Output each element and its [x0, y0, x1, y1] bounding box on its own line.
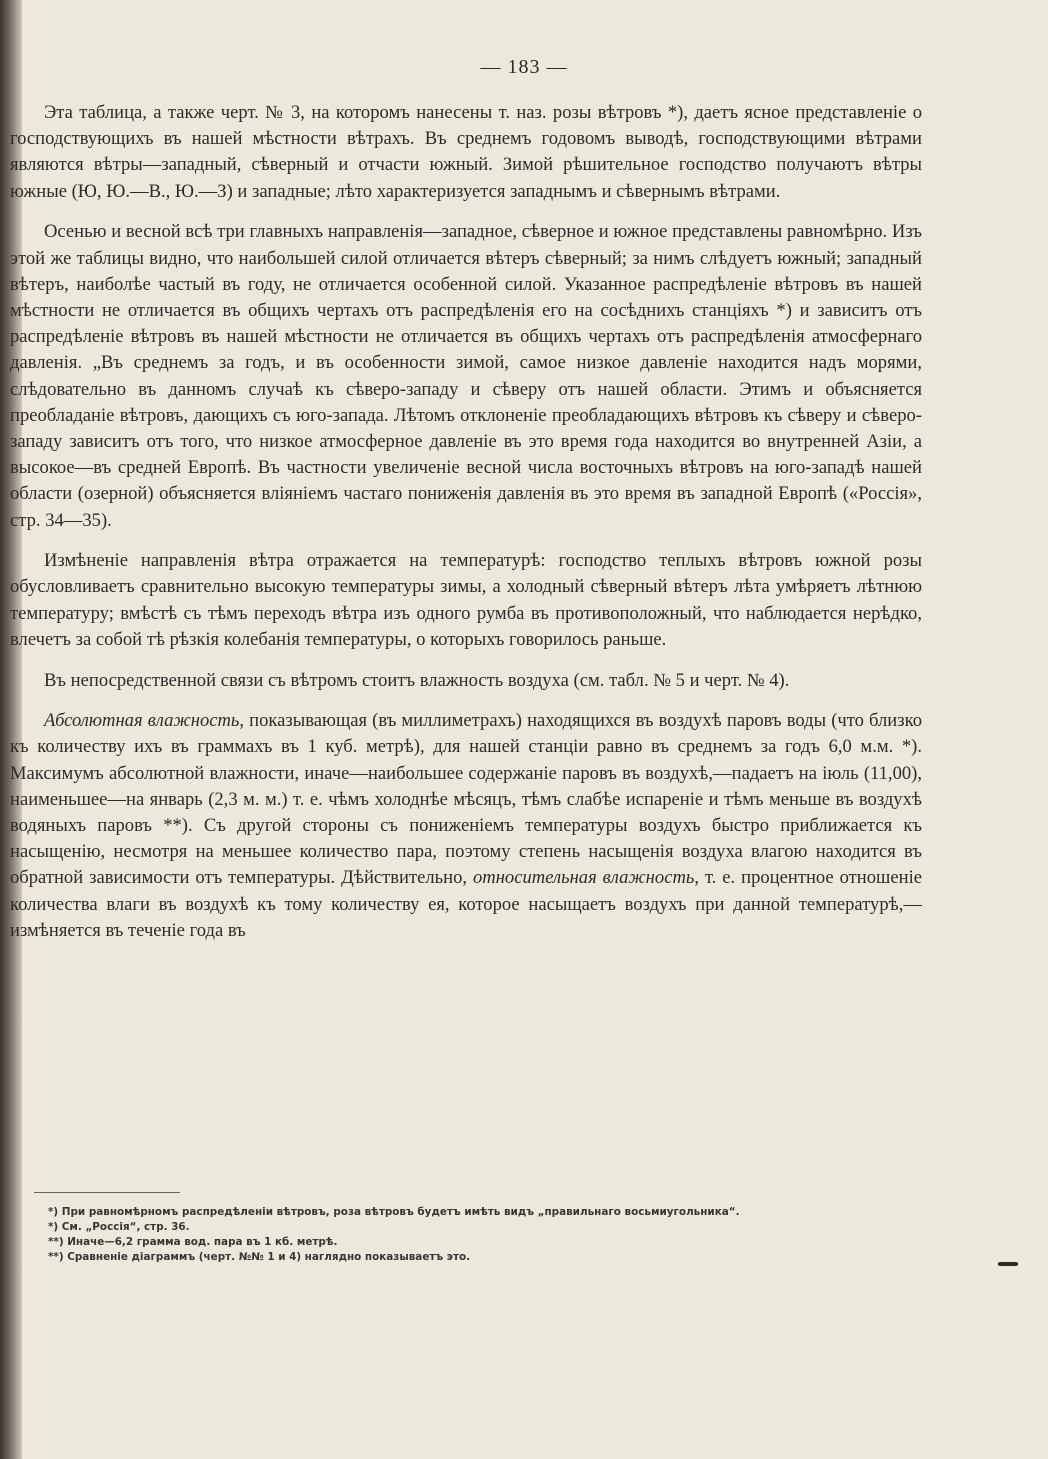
- absolute-humidity-text: , показывающая (въ миллиметрахъ) находящихся въ воздухѣ паровъ воды (что близко къ количеству ихъ въ граммахъ въ 1 куб. метрѣ), для нашей станціи равно въ среднемъ за годъ 6,0 м.м. *). Максимумъ абсолютной влажности, иначе—наибольшее содержаніе паровъ въ воздухѣ,—падаетъ на іюль (11,00), наименьшее—на январь (2,3 м. м.) т. е. чѣмъ холоднѣе мѣсяцъ, тѣмъ слабѣе испареніе и тѣмъ меньше въ воздухѣ водяныхъ паровъ **). Съ другой стороны съ пониженіемъ температуры воздухъ быстро приближается къ насыщенію, несмотря на меньшее количество пара, поэтому степень насыщенія воздуха влагою находится въ обратной зависимости отъ температуры. Дѣйствительно,: [10, 710, 922, 889]
- paragraph-absolute-humidity: [10, 708, 922, 944]
- footnote-4: **) Сравненіе діаграммъ (черт. №№ 1 и 4) наглядно показываетъ это.: [48, 1251, 471, 1263]
- footnote-2: *) См. „Россія“, стр. 36.: [48, 1221, 190, 1233]
- page-number: — 183 —: [480, 56, 568, 78]
- footnote-3: **) Иначе—6,2 грамма вод. пара въ 1 кб. метрѣ.: [48, 1236, 338, 1248]
- term-absolute-humidity: Абсолютная влажность: [44, 710, 240, 732]
- paragraph-seasonal-winds: Осенью и весной всѣ три главныхъ направленія—западное, сѣверное и южное представлены равномѣрно. Изъ этой же таблицы видно, что наибольшей силой отличается вѣтеръ сѣверный; за нимъ слѣдуетъ южный; западный вѣтеръ, наиболѣе частый въ году, не отличается особенной силой. Указанное распредѣленіе вѣтровъ въ нашей мѣстности не отличается въ общихъ чертахъ отъ распредѣленія его на сосѣднихъ станціяхъ *) и зависитъ отъ распредѣленіе вѣтровъ въ нашей мѣстности не отличается въ общихъ чертахъ отъ распредѣленія атмосфернаго давленія. „Въ среднемъ за годъ, и въ особенности зимой, самое низкое давленіе находится надъ морями, слѣдовательно въ данномъ случаѣ къ сѣверо-западу и сѣверу отъ нашей области. Этимъ и объясняется преобладаніе вѣтровъ, дающихъ съ юго-запада. Лѣтомъ отклоненіе преобладающихъ вѣтровъ къ сѣверу и сѣверо-западу зависитъ отъ того, что низкое атмосферное давленіе въ это время года находится во внутренней Азіи, а высокое—въ средней Европѣ. Въ частности увеличеніе весной числа восточныхъ вѣтровъ на юго-западѣ нашей области (озерной) объясняется вліяніемъ частаго пониженія давленія въ это время въ западной Европѣ («Россія», стр. 34—35).: [10, 221, 922, 531]
- paragraph-humidity-intro: [10, 668, 922, 694]
- footnote-1: *) При равномѣрномъ распредѣленіи вѣтровъ, роза вѣтровъ будетъ имѣть видъ „правильнаго восьмиугольника“.: [48, 1206, 740, 1218]
- footnote-divider: [34, 1192, 180, 1193]
- main-text: [10, 100, 922, 959]
- paragraph-wind-table: Эта таблица, а также черт. № 3, на которомъ нанесены т. наз. розы вѣтровъ *), даетъ ясное представленіе о господствующихъ въ нашей мѣстности вѣтрахъ. Въ среднемъ годовомъ выводѣ, господствующими вѣтрами являются вѣтры—западный, сѣверный и отчасти южный. Зимой рѣшительное господство получаютъ вѣтры южные (Ю, Ю.—В., Ю.—З) и западные; лѣто характеризуется западнымъ и сѣвернымъ вѣтрами.: [10, 102, 922, 202]
- relative-humidity-text: , т. е. процентное отношеніе количества влаги въ воздухѣ къ тому количеству ея, которое насыщаетъ воздухъ при данной температурѣ,—измѣняется въ теченіе года въ: [10, 867, 922, 941]
- footnotes: [48, 1205, 848, 1265]
- margin-ink-mark: [998, 1262, 1018, 1266]
- humidity-intro-text: Въ непосредственной связи съ вѣтромъ стоитъ влажность воздуха (см. табл. № 5 и черт. № 4).: [44, 669, 790, 691]
- paragraph-wind-temperature: Измѣненіе направленія вѣтра отражается на температурѣ: господство теплыхъ вѣтровъ южной розы обусловливаетъ сравнительно высокую температуры зимы, а холодный сѣверный вѣтеръ лѣта умѣряетъ лѣтнюю температуру; вмѣстѣ съ тѣмъ переходъ вѣтра изъ одного румба въ противоположный, что наблюдается нерѣдко, влечетъ за собой тѣ рѣзкія колебанія температуры, о которыхъ говорилось раньше.: [10, 550, 922, 650]
- term-relative-humidity: относительная влажность: [472, 867, 695, 889]
